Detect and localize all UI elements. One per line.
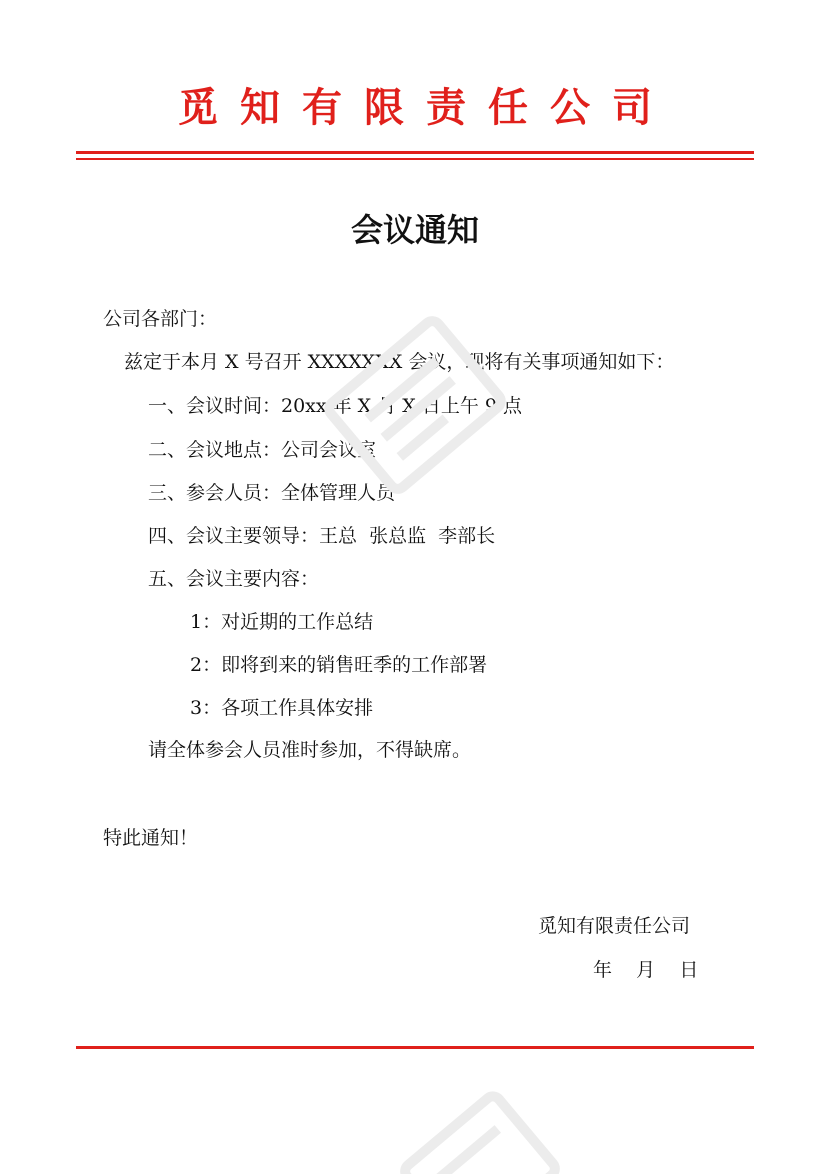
letterhead-rule-thick: [76, 151, 754, 154]
list-item-content: 五、会议主要内容：: [148, 568, 320, 590]
list-item-location: 二、会议地点：公司会议室: [148, 439, 377, 461]
document-title: 会议通知: [350, 211, 479, 249]
sub-item-plan: 2：即将到来的销售旺季的工作部署: [190, 654, 488, 676]
sub-item-summary: 1：对近期的工作总结: [190, 611, 374, 633]
signature-company: 觅知有限责任公司: [538, 915, 691, 937]
signature-date: 年 月 日: [593, 959, 699, 981]
list-item-leaders: 四、会议主要领导：王总 张总监 李部长: [148, 525, 496, 547]
list-item-attendees: 三、参会人员：全体管理人员: [148, 482, 396, 504]
salutation: 公司各部门：: [103, 308, 218, 330]
intro-paragraph: 兹定于本月 X 号召开 XXXXXXX 会议，现将有关事项通知如下：: [124, 351, 675, 373]
closing-paragraph: 请全体参会人员准时参加，不得缺席。: [148, 739, 472, 761]
special-note: 特此通知！: [103, 827, 199, 849]
company-letterhead: 觅知有限责任公司: [178, 84, 674, 131]
footer-rule: [76, 1046, 754, 1049]
sub-item-arrangements: 3：各项工作具体安排: [190, 697, 374, 719]
letterhead-rule-thin: [76, 158, 754, 160]
list-item-time: 一、会议时间：20xx 年 X 月 X 日上午 9 点: [148, 395, 523, 417]
document-watermark-icon: [380, 1090, 580, 1174]
